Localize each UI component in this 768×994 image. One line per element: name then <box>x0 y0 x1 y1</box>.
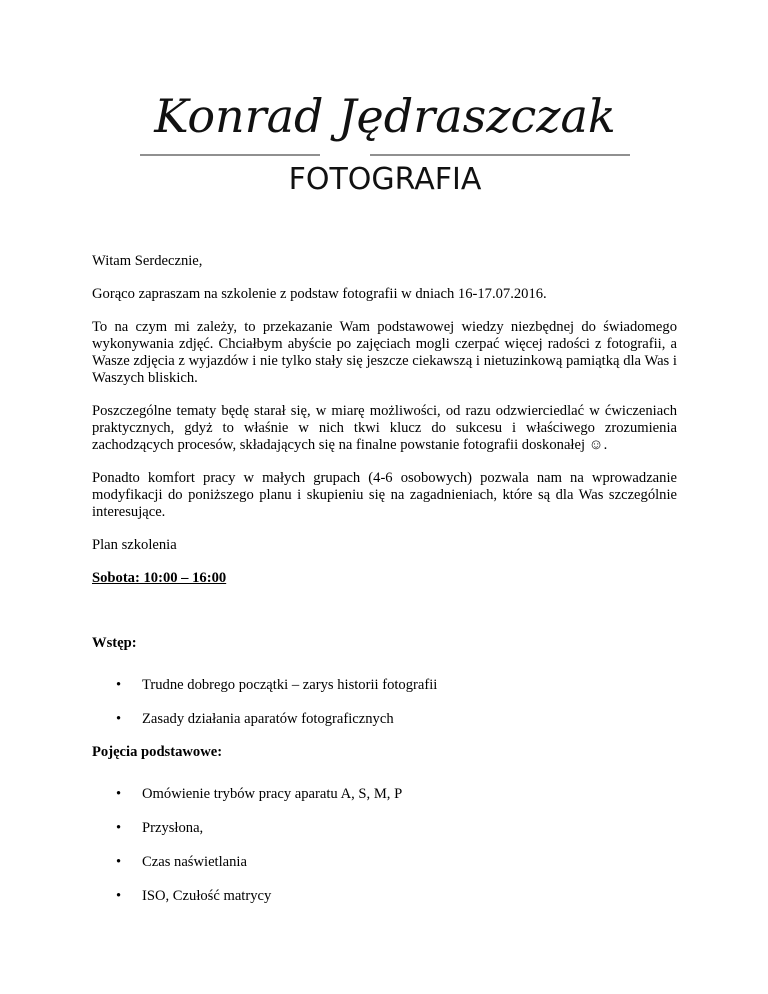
list-item <box>92 820 677 837</box>
intro-list <box>92 677 677 728</box>
goal-paragraph: To na czym mi zależy, to przekazanie Wam podstawowej wiedzy niezbędnej do świadomego wykonywania zdjęć. Chciałbym abyście po zajęciach mogli czerpać więcej radości z fotografii, a Wasze zdjęcia z wyjazdów i nie tylko stały się jeszcze ciekawszą i nietuzinkową pamiątką dla Was i Waszych bliskich. <box>92 319 677 386</box>
bullet-icon: • <box>116 677 122 693</box>
logo-subtitle: FOTOGRAFIA <box>288 162 482 197</box>
logo-signature: Konrad Jędraszczak <box>154 89 616 143</box>
practice-paragraph: Poszczególne tematy będę starał się, w miarę możliwości, od razu odzwierciedlać w ćwiczeniach praktycznych, gdyż to właśnie w nich tkwi klucz do sukcesu i właściwego zrozumienia zachodzących procesów, składających się na finalne powstanie fotografii doskonałej ☺. <box>92 403 677 453</box>
list-item <box>92 786 677 803</box>
list-item-text: Trudne dobrego początki – zarys historii fotografii <box>142 677 438 693</box>
plan-title: Plan szkolenia <box>92 537 177 553</box>
section-heading-basics: Pojęcia podstawowe: <box>92 744 223 760</box>
bullet-icon: • <box>116 888 122 904</box>
bullet-icon: • <box>116 854 122 870</box>
logo-graphic <box>130 82 640 202</box>
list-item-text: Omówienie trybów pracy aparatu A, S, M, P <box>142 786 403 802</box>
logo <box>130 82 640 202</box>
list-item <box>92 711 677 728</box>
list-item-text: Czas naświetlania <box>142 854 247 870</box>
bullet-icon: • <box>116 786 122 802</box>
letter-body <box>92 253 677 922</box>
list-item-text: ISO, Czułość matrycy <box>142 888 272 904</box>
list-item-text: Zasady działania aparatów fotograficznych <box>142 711 394 727</box>
groups-paragraph: Ponadto komfort pracy w małych grupach (4-6 osobowych) pozwala nam na wprowadzanie modyfikacji do poniższego planu i skupieniu się na zagadnieniach, które są dla Was szczególnie interesujące. <box>92 470 677 520</box>
day-heading: Sobota: 10:00 – 16:00 <box>92 570 227 586</box>
basics-list <box>92 786 677 905</box>
section-heading-intro: Wstęp: <box>92 635 137 651</box>
list-item <box>92 854 677 871</box>
list-item-text: Przysłona, <box>142 820 204 836</box>
greeting: Witam Serdecznie, <box>92 253 203 269</box>
invitation-paragraph: Gorąco zapraszam na szkolenie z podstaw fotografii w dniach 16-17.07.2016. <box>92 286 547 302</box>
list-item <box>92 888 677 905</box>
list-item <box>92 677 677 694</box>
bullet-icon: • <box>116 711 122 727</box>
bullet-icon: • <box>116 820 122 836</box>
